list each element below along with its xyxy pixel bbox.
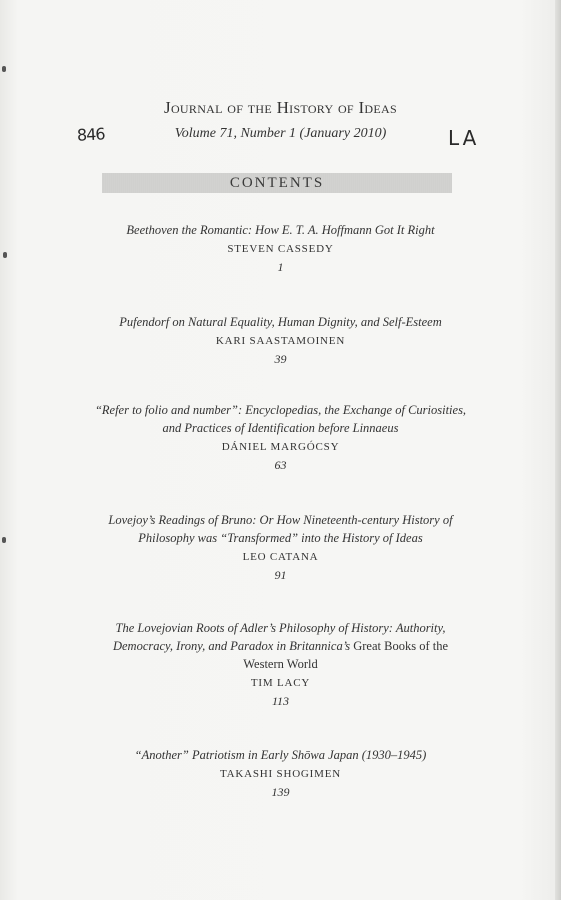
entry-title (0, 511, 561, 547)
entry-title-line: “Refer to folio and number”: Encyclopedias, the Exchange of Curiosities, (94, 403, 467, 417)
entry-page-number: 63 (274, 458, 287, 472)
toc-entry (0, 401, 561, 473)
entry-title (0, 401, 561, 437)
entry-title (0, 619, 561, 673)
entry-title-roman: Great Books of the (350, 639, 449, 653)
toc-entry (0, 221, 561, 275)
entry-title-line (70, 637, 491, 655)
entry-page-number: 91 (274, 568, 287, 582)
entry-title (0, 313, 561, 331)
entry-author: TIM LACY (250, 677, 311, 689)
handwritten-note-left: 846 (76, 124, 106, 145)
entry-title-line: Western World (243, 657, 318, 671)
entry-page-number: 139 (271, 785, 290, 799)
volume-info: Volume 71, Number 1 (January 2010) (174, 126, 387, 141)
contents-heading-bar (102, 173, 452, 193)
entry-title-line: Pufendorf on Natural Equality, Human Dignity, and Self-Esteem (119, 315, 442, 329)
entry-author: STEVEN CASSEDY (227, 243, 334, 255)
entry-title (0, 221, 561, 239)
entry-author: DÁNIEL MARGÓCSY (221, 441, 340, 453)
toc-entry (0, 746, 561, 800)
toc-entry (0, 619, 561, 709)
entry-title-line: and Practices of Identification before Linnaeus (162, 421, 399, 435)
entry-page-number: 113 (271, 694, 290, 708)
entry-title-line: Lovejoy’s Readings of Bruno: Or How Nineteenth-century History of (108, 513, 453, 527)
entry-author: TAKASHI SHOGIMEN (219, 768, 341, 780)
entry-page-number: 1 (277, 260, 284, 274)
journal-title: Journal of the History of Ideas (164, 98, 397, 117)
entry-title-line: “Another” Patriotism in Early Shōwa Japan (1930–1945) (134, 748, 427, 762)
entry-title-italic: Democracy, Irony, and Paradox in Britannica’s (112, 639, 351, 653)
entry-page-number: 39 (274, 352, 287, 366)
scan-mark (2, 66, 6, 72)
entry-author: KARI SAASTAMOINEN (215, 335, 346, 347)
entry-title (0, 746, 561, 764)
entry-title-line: Philosophy was “Transformed” into the History of Ideas (138, 531, 423, 545)
entry-title-line: The Lovejovian Roots of Adler’s Philosophy of History: Authority, (115, 621, 446, 635)
handwritten-note-right: LA (448, 126, 480, 150)
entry-author: LEO CATANA (242, 551, 319, 563)
contents-heading: CONTENTS (229, 175, 325, 191)
toc-entry (0, 511, 561, 583)
entry-title-line: Beethoven the Romantic: How E. T. A. Hoffmann Got It Right (126, 223, 435, 237)
toc-entry (0, 313, 561, 367)
